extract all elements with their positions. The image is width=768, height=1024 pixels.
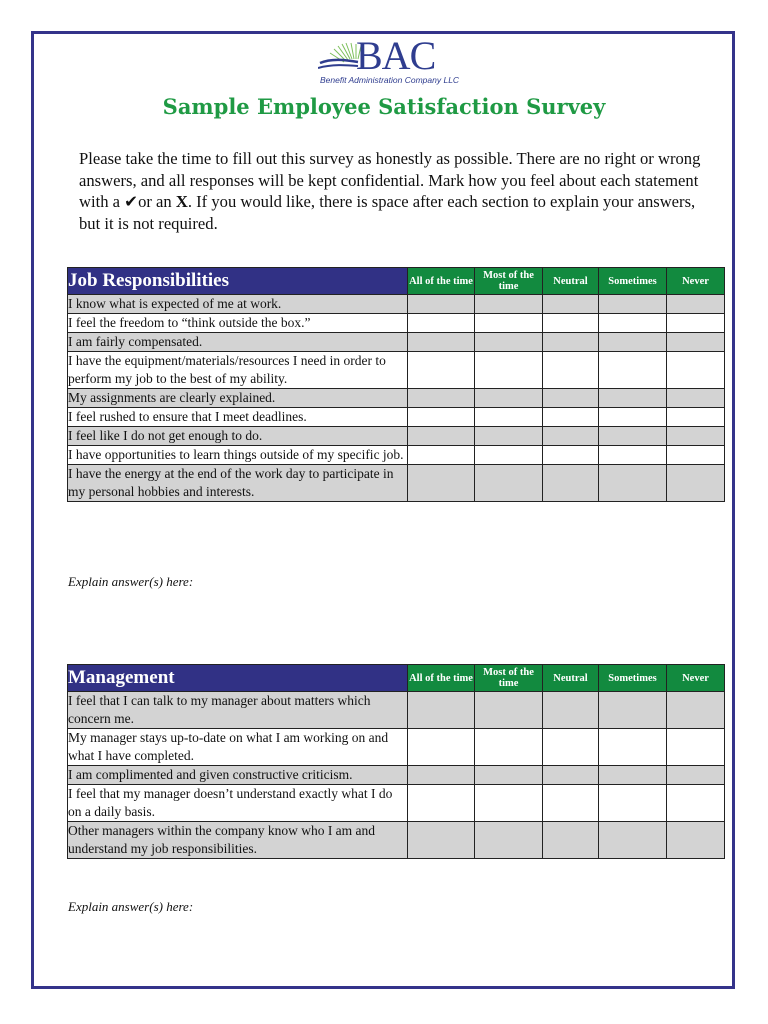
response-cell[interactable]	[543, 333, 599, 352]
response-cell[interactable]	[599, 822, 667, 859]
response-cell[interactable]	[599, 446, 667, 465]
table-row	[68, 427, 725, 446]
response-cell[interactable]	[475, 295, 543, 314]
bac-logo	[318, 33, 460, 86]
response-cell[interactable]	[543, 465, 599, 502]
response-cell[interactable]	[667, 333, 725, 352]
response-cell[interactable]	[599, 295, 667, 314]
response-cell[interactable]	[543, 314, 599, 333]
table-row	[68, 389, 725, 408]
response-cell[interactable]	[599, 314, 667, 333]
column-header: All of the time	[408, 665, 475, 692]
statement-cell: My assignments are clearly explained.	[68, 389, 408, 408]
table-row	[68, 692, 725, 729]
response-cell[interactable]	[599, 465, 667, 502]
response-cell[interactable]	[599, 408, 667, 427]
response-cell[interactable]	[667, 446, 725, 465]
table-row	[68, 465, 725, 502]
response-cell[interactable]	[599, 352, 667, 389]
response-cell[interactable]	[408, 389, 475, 408]
response-cell[interactable]	[543, 446, 599, 465]
table-row	[68, 408, 725, 427]
table-row	[68, 314, 725, 333]
statement-cell: I feel rushed to ensure that I meet deadlines.	[68, 408, 408, 427]
response-cell[interactable]	[667, 766, 725, 785]
job-responsibilities-table	[67, 267, 725, 502]
response-cell[interactable]	[475, 427, 543, 446]
response-cell[interactable]	[599, 427, 667, 446]
table-row	[68, 352, 725, 389]
response-cell[interactable]	[408, 314, 475, 333]
column-header: Neutral	[543, 268, 599, 295]
response-cell[interactable]	[475, 729, 543, 766]
response-cell[interactable]	[599, 785, 667, 822]
table-row	[68, 766, 725, 785]
response-cell[interactable]	[408, 295, 475, 314]
check-mark-icon: ✔	[124, 192, 139, 211]
response-cell[interactable]	[408, 446, 475, 465]
response-cell[interactable]	[408, 465, 475, 502]
statement-cell: My manager stays up-to-date on what I am working on and what I have completed.	[68, 729, 408, 766]
column-header: All of the time	[408, 268, 475, 295]
explain-label: Explain answer(s) here:	[68, 574, 194, 589]
response-cell[interactable]	[408, 352, 475, 389]
response-cell[interactable]	[667, 729, 725, 766]
statement-cell: I am fairly compensated.	[68, 333, 408, 352]
response-cell[interactable]	[543, 295, 599, 314]
column-header: Never	[667, 665, 725, 692]
response-cell[interactable]	[408, 692, 475, 729]
column-header: Most of the time	[475, 268, 543, 295]
response-cell[interactable]	[667, 408, 725, 427]
statement-cell: I feel that my manager doesn’t understand exactly what I do on a daily basis.	[68, 785, 408, 822]
column-header: Sometimes	[599, 665, 667, 692]
intro-part2: or an	[138, 192, 176, 211]
table-row	[68, 822, 725, 859]
response-cell[interactable]	[408, 333, 475, 352]
table-row	[68, 333, 725, 352]
response-cell[interactable]	[543, 729, 599, 766]
table-row	[68, 295, 725, 314]
statement-cell: I have opportunities to learn things outside of my specific job.	[68, 446, 408, 465]
response-cell[interactable]	[475, 785, 543, 822]
logo-wordmark: BAC	[356, 33, 436, 78]
response-cell[interactable]	[475, 333, 543, 352]
explain-label: Explain answer(s) here:	[68, 899, 194, 914]
column-header: Sometimes	[599, 268, 667, 295]
section-title: Management	[68, 665, 408, 692]
response-cell[interactable]	[599, 692, 667, 729]
response-cell[interactable]	[543, 389, 599, 408]
response-cell[interactable]	[667, 785, 725, 822]
statement-cell: Other managers within the company know who I am and understand my job responsibilities.	[68, 822, 408, 859]
response-cell[interactable]	[475, 465, 543, 502]
x-mark: X	[175, 192, 188, 211]
response-cell[interactable]	[543, 785, 599, 822]
management-table	[67, 664, 725, 859]
response-cell[interactable]	[667, 389, 725, 408]
response-cell[interactable]	[667, 465, 725, 502]
response-cell[interactable]	[543, 822, 599, 859]
statement-cell: I feel like I do not get enough to do.	[68, 427, 408, 446]
response-cell[interactable]	[475, 446, 543, 465]
response-cell[interactable]	[475, 389, 543, 408]
table-row	[68, 446, 725, 465]
column-header: Most of the time	[475, 665, 543, 692]
section-title: Job Responsibilities	[68, 268, 408, 295]
response-cell[interactable]	[543, 766, 599, 785]
response-cell[interactable]	[408, 427, 475, 446]
statement-cell: I feel the freedom to “think outside the box.”	[68, 314, 408, 333]
response-cell[interactable]	[543, 352, 599, 389]
statement-cell: I know what is expected of me at work.	[68, 295, 408, 314]
statement-cell: I have the energy at the end of the work day to participate in my personal hobbies and interests.	[68, 465, 408, 502]
response-cell[interactable]	[408, 729, 475, 766]
intro-paragraph	[79, 148, 719, 234]
response-cell[interactable]	[599, 389, 667, 408]
response-cell[interactable]	[475, 766, 543, 785]
statement-cell: I have the equipment/materials/resources I need in order to perform my job to the best of my ability.	[68, 352, 408, 389]
column-header: Never	[667, 268, 725, 295]
response-cell[interactable]	[475, 692, 543, 729]
response-cell[interactable]	[408, 822, 475, 859]
response-cell[interactable]	[667, 822, 725, 859]
response-cell[interactable]	[408, 785, 475, 822]
page-title: Sample Employee Satisfaction Survey	[162, 94, 606, 119]
response-cell[interactable]	[599, 333, 667, 352]
table-row	[68, 729, 725, 766]
response-cell[interactable]	[475, 408, 543, 427]
column-header: Neutral	[543, 665, 599, 692]
response-cell[interactable]	[543, 427, 599, 446]
response-cell[interactable]	[599, 729, 667, 766]
response-cell[interactable]	[475, 314, 543, 333]
response-cell[interactable]	[667, 314, 725, 333]
response-cell[interactable]	[667, 692, 725, 729]
response-cell[interactable]	[408, 766, 475, 785]
intro-part3: . If you would like, there is space after each section to explain your answers, but it is not required.	[79, 192, 696, 233]
response-cell[interactable]	[667, 427, 725, 446]
statement-cell: I am complimented and given constructive criticism.	[68, 766, 408, 785]
intro-part1: Please take the time to fill out this survey as honestly as possible. There are no right or wrong answers, and all responses will be kept confidential. Mark how you feel about each statement with a	[79, 149, 701, 211]
logo-subtitle: Benefit Administration Company LLC	[320, 75, 460, 85]
response-cell[interactable]	[599, 766, 667, 785]
response-cell[interactable]	[475, 352, 543, 389]
response-cell[interactable]	[667, 295, 725, 314]
response-cell[interactable]	[543, 408, 599, 427]
table-row	[68, 785, 725, 822]
response-cell[interactable]	[408, 408, 475, 427]
response-cell[interactable]	[475, 822, 543, 859]
response-cell[interactable]	[543, 692, 599, 729]
response-cell[interactable]	[667, 352, 725, 389]
statement-cell: I feel that I can talk to my manager about matters which concern me.	[68, 692, 408, 729]
